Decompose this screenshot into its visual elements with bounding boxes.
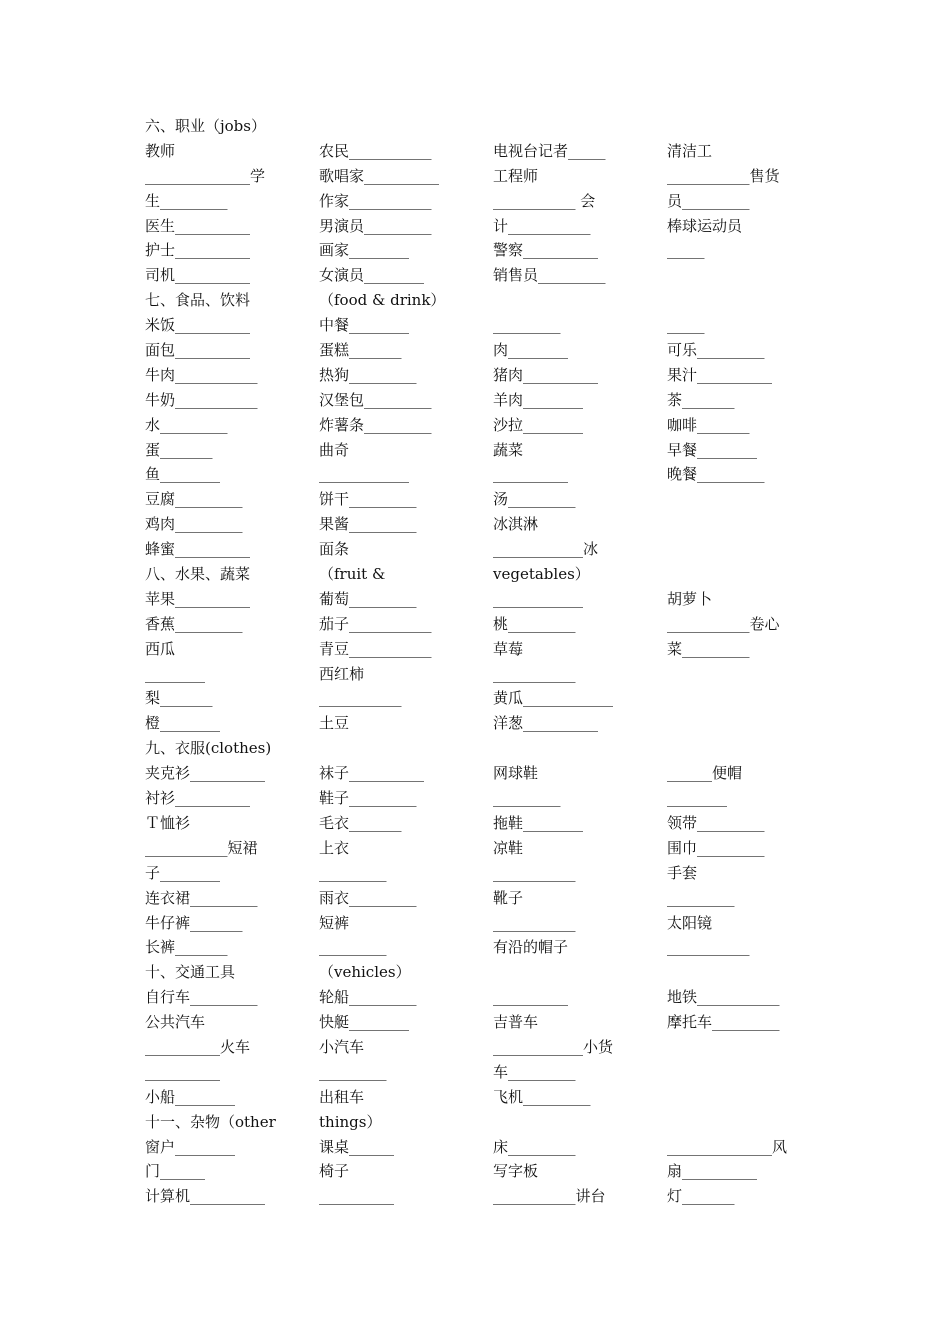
worksheet-cell: _________ [493,316,561,335]
worksheet-cell: ________ [667,789,727,808]
worksheet-cell: 沙拉________ [493,415,584,434]
worksheet-row [145,985,825,1010]
worksheet-cell: 汤_________ [493,490,576,509]
worksheet-row [145,1135,825,1160]
worksheet-cell: 面条 [319,540,350,559]
worksheet-cell: 凉鞋 [493,838,524,857]
worksheet-cell: _________ [319,938,387,957]
worksheet-cell [667,1085,817,1110]
worksheet-row [145,1159,825,1184]
worksheet-cell: 毛衣_______ [319,813,402,832]
worksheet-cell: 小汽车 [319,1037,365,1056]
worksheet-cell: 果汁__________ [667,365,773,384]
worksheet-row [145,935,825,960]
worksheet-cell: 拖鞋________ [493,813,584,832]
worksheet-cell: _________ [319,863,387,882]
worksheet-row [145,761,825,786]
worksheet-cell: 羊肉________ [493,390,584,409]
worksheet-cell: 西红柿 [319,664,365,683]
worksheet-row [145,1184,825,1209]
worksheet-cell [667,487,817,512]
worksheet-cell: 鸡肉_________ [145,515,243,534]
worksheet-cell: 警察__________ [493,241,599,260]
worksheet-row [145,811,825,836]
worksheet-row [145,1110,825,1135]
worksheet-cell [493,736,667,761]
worksheet-cell: _________ [493,789,561,808]
worksheet-row [145,786,825,811]
worksheet-cell [493,960,667,985]
worksheet-cell: ___________ [493,664,576,683]
worksheet-cell: 靴子 [493,888,524,907]
worksheet-cell: _________ [667,888,735,907]
worksheet-cell: 鞋子_________ [319,789,417,808]
worksheet-cell: ___________讲台 [493,1187,606,1206]
worksheet-row [145,711,825,736]
worksheet-cell: 出租车 [319,1087,365,1106]
worksheet-cell: 鱼________ [145,465,221,484]
worksheet-cell: 子________ [145,863,221,882]
worksheet-cell: ___________ [493,913,576,932]
worksheet-cell: 可乐_________ [667,341,765,360]
worksheet-cell: 领带_________ [667,813,765,832]
worksheet-cell: 八、水果、蔬菜 [145,565,251,584]
worksheet-row [145,587,825,612]
worksheet-row [145,139,825,164]
worksheet-cell: 果酱_________ [319,515,417,534]
worksheet-cell: 扇__________ [667,1162,758,1181]
worksheet-cell: 咖啡_______ [667,415,750,434]
worksheet-row [145,338,825,363]
worksheet-cell: __________ [145,1062,220,1081]
worksheet-row [145,1010,825,1035]
worksheet-cell: 中餐________ [319,316,410,335]
worksheet-row [145,313,825,338]
worksheet-cell [667,114,817,139]
worksheet-row [145,861,825,886]
worksheet-cell: 黄瓜____________ [493,689,614,708]
worksheet-row [145,164,825,189]
worksheet-cell [667,711,817,736]
worksheet-row [145,1085,825,1110]
worksheet-cell: 十一、杂物（other [145,1112,276,1131]
worksheet-cell: 梨_______ [145,689,213,708]
worksheet-cell: 蛋糕_______ [319,341,402,360]
worksheet-row [145,1060,825,1085]
worksheet-cell: 肉________ [493,341,569,360]
worksheet-row [145,413,825,438]
worksheet-row [145,263,825,288]
worksheet-cell: 小船________ [145,1087,236,1106]
worksheet-cell: __________火车 [145,1037,251,1056]
worksheet-cell: ______________学 [145,166,266,185]
worksheet-cell: 教师 [145,141,176,160]
worksheet-cell: 西瓜 [145,639,176,658]
worksheet-cell: ___________ [319,689,402,708]
worksheet-cell: 手套 [667,863,698,882]
worksheet-cell: 九、衣服(clothes) [145,739,272,758]
worksheet-cell: ___________卷心 [667,614,780,633]
worksheet-cell [667,1110,817,1135]
worksheet-cell: 轮船_________ [319,988,417,1007]
worksheet-cell: 公共汽车 [145,1013,206,1032]
worksheet [145,114,825,1209]
worksheet-cell: ____________ [493,589,583,608]
worksheet-cell [667,288,817,313]
worksheet-cell [493,1110,667,1135]
worksheet-cell: 土豆 [319,714,350,733]
worksheet-cell: things） [319,1112,382,1131]
worksheet-row [145,1035,825,1060]
worksheet-cell: 自行车_________ [145,988,258,1007]
worksheet-row [145,189,825,214]
worksheet-row [145,114,825,139]
worksheet-cell: _____ [667,241,705,260]
worksheet-cell: 有沿的帽子 [493,938,569,957]
worksheet-cell: 床_________ [493,1137,576,1156]
worksheet-cell [667,736,817,761]
worksheet-row [145,438,825,463]
worksheet-row [145,686,825,711]
worksheet-row [145,363,825,388]
worksheet-cell: ___________ 会 [493,191,596,210]
worksheet-cell: ______便帽 [667,764,743,783]
worksheet-cell: ___________短裙 [145,838,258,857]
worksheet-cell [667,537,817,562]
worksheet-cell: 饼干_________ [319,490,417,509]
worksheet-cell [667,263,817,288]
worksheet-cell: 面包__________ [145,341,251,360]
worksheet-cell [667,686,817,711]
worksheet-row [145,736,825,761]
worksheet-cell: 蜂蜜__________ [145,540,251,559]
worksheet-cell: _____ [667,316,705,335]
worksheet-cell: ______________风 [667,1137,788,1156]
worksheet-cell: Ｔ恤衫 [145,813,191,832]
worksheet-cell: ___________ [667,938,750,957]
worksheet-row [145,960,825,985]
worksheet-cell [667,960,817,985]
worksheet-cell: 作家___________ [319,191,432,210]
worksheet-cell: 七、食品、饮料 [145,291,251,310]
worksheet-cell: 棒球运动员 [667,216,743,235]
worksheet-cell: 女演员________ [319,266,425,285]
worksheet-cell: vegetables） [493,565,590,584]
worksheet-cell: 太阳镜 [667,913,713,932]
worksheet-cell: 香蕉_________ [145,614,243,633]
worksheet-row [145,836,825,861]
worksheet-cell: 牛肉___________ [145,365,258,384]
worksheet-cell: ____________ [319,465,409,484]
worksheet-cell: ___________ [493,863,576,882]
worksheet-cell: 医生__________ [145,216,251,235]
worksheet-cell: 农民___________ [319,141,432,160]
worksheet-cell: 曲奇 [319,440,350,459]
worksheet-cell: 菜_________ [667,639,750,658]
worksheet-cell: 洋葱__________ [493,714,599,733]
worksheet-cell: ___________售货 [667,166,780,185]
worksheet-cell: 员_________ [667,191,750,210]
worksheet-cell: 护士__________ [145,241,251,260]
worksheet-cell: 晚餐_________ [667,465,765,484]
worksheet-cell: 汉堡包_________ [319,390,432,409]
worksheet-row [145,214,825,239]
worksheet-cell: 六、职业（jobs） [145,117,266,135]
worksheet-cell: 椅子 [319,1162,350,1181]
worksheet-row [145,562,825,587]
worksheet-cell: 青豆___________ [319,639,432,658]
worksheet-cell: 快艇________ [319,1013,410,1032]
worksheet-cell: 生_________ [145,191,228,210]
worksheet-cell: 灯_______ [667,1187,735,1206]
worksheet-cell: 橙________ [145,714,221,733]
worksheet-cell: ____________冰 [493,540,599,559]
worksheet-row [145,288,825,313]
worksheet-row [145,462,825,487]
worksheet-cell: ____________小货 [493,1037,614,1056]
worksheet-cell: 歌唱家__________ [319,166,440,185]
worksheet-row [145,886,825,911]
worksheet-cell [493,114,667,139]
worksheet-cell: 蛋_______ [145,440,213,459]
worksheet-cell: 销售员_________ [493,266,606,285]
worksheet-cell [493,288,667,313]
worksheet-cell: 地铁___________ [667,988,780,1007]
worksheet-cell: 短裤 [319,913,350,932]
worksheet-cell: （fruit & [319,565,386,584]
worksheet-row [145,537,825,562]
worksheet-cell: 米饭__________ [145,316,251,335]
worksheet-cell: 水_________ [145,415,228,434]
worksheet-row [145,487,825,512]
worksheet-cell [319,736,493,761]
worksheet-cell: 男演员_________ [319,216,432,235]
worksheet-cell: 袜子__________ [319,764,425,783]
worksheet-cell [667,1060,817,1085]
worksheet-cell: 冰淇淋 [493,515,539,534]
worksheet-cell: 摩托车_________ [667,1013,780,1032]
worksheet-cell: _________ [319,1062,387,1081]
worksheet-cell: 窗户________ [145,1137,236,1156]
worksheet-cell: 豆腐_________ [145,490,243,509]
worksheet-cell: 桃_________ [493,614,576,633]
worksheet-cell: 胡萝卜 [667,589,713,608]
worksheet-cell: __________ [319,1187,394,1206]
worksheet-cell [667,1035,817,1060]
worksheet-cell [319,114,493,139]
worksheet-cell: 长裤_______ [145,938,228,957]
worksheet-cell: 十、交通工具 [145,963,236,982]
worksheet-cell: 草莓 [493,639,524,658]
worksheet-cell: 蔬菜 [493,440,524,459]
worksheet-cell: 门______ [145,1162,206,1181]
worksheet-cell: 工程师 [493,166,539,185]
worksheet-row [145,911,825,936]
worksheet-cell: 电视台记者_____ [493,141,606,160]
worksheet-cell: 画家________ [319,241,410,260]
worksheet-cell: 围巾_________ [667,838,765,857]
worksheet-cell [667,562,817,587]
worksheet-cell: 葡萄_________ [319,589,417,608]
worksheet-cell [667,512,817,537]
worksheet-row [145,238,825,263]
worksheet-cell: __________ [493,465,568,484]
worksheet-cell: 炸薯条_________ [319,415,432,434]
worksheet-cell: 夹克衫__________ [145,764,266,783]
worksheet-cell: 清洁工 [667,141,713,160]
worksheet-cell: （vehicles） [319,963,411,982]
worksheet-cell: 茄子___________ [319,614,432,633]
worksheet-row [145,637,825,662]
worksheet-cell: （food & drink） [319,291,446,310]
worksheet-cell: 车_________ [493,1062,576,1081]
worksheet-cell: 雨衣_________ [319,888,417,907]
worksheet-cell: 猪肉__________ [493,365,599,384]
worksheet-cell: 吉普车 [493,1013,539,1032]
worksheet-row [145,662,825,687]
worksheet-cell: 司机__________ [145,266,251,285]
worksheet-cell: 牛仔裤_______ [145,913,243,932]
worksheet-cell [667,662,817,687]
worksheet-cell: 茶_______ [667,390,735,409]
worksheet-row [145,388,825,413]
worksheet-cell: 苹果__________ [145,589,251,608]
worksheet-cell: 连衣裙_________ [145,888,258,907]
worksheet-cell: 上衣 [319,838,350,857]
worksheet-row [145,612,825,637]
worksheet-cell: 热狗_________ [319,365,417,384]
worksheet-cell: 计算机__________ [145,1187,266,1206]
worksheet-cell: 课桌______ [319,1137,395,1156]
worksheet-cell: ________ [145,664,205,683]
worksheet-cell: 网球鞋 [493,764,539,783]
worksheet-cell: 早餐________ [667,440,758,459]
worksheet-cell: 写字板 [493,1162,539,1181]
worksheet-cell: 牛奶___________ [145,390,258,409]
worksheet-cell: 衬衫__________ [145,789,251,808]
worksheet-row [145,512,825,537]
worksheet-cell: __________ [493,988,568,1007]
worksheet-cell: 飞机_________ [493,1087,591,1106]
worksheet-cell: 计___________ [493,216,591,235]
